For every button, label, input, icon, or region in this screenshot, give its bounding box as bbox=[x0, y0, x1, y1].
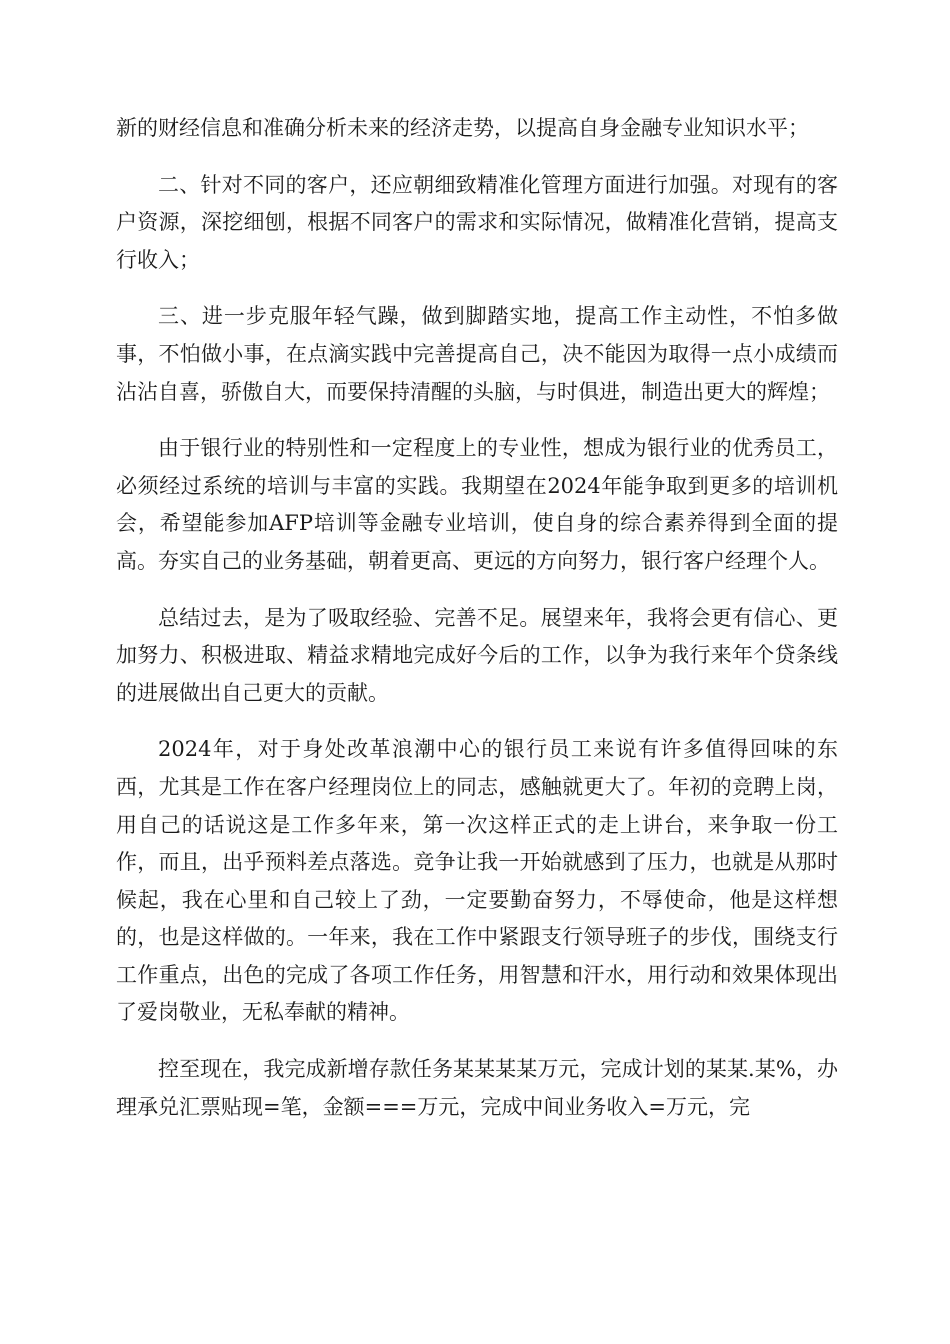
paragraph-3: 三、进一步克服年轻气躁，做到脚踏实地，提高工作主动性，不怕多做事，不怕做小事，在点滴实践中完善提高自己，决不能因为取得一点小成绩而沾沾自喜，骄傲自大，而要保持清醒的头脑，与时俱进，制造出更大的辉煌； bbox=[116, 304, 838, 404]
paragraph-4: 由于银行业的特别性和一定程度上的专业性，想成为银行业的优秀员工，必须经过系统的培训与丰富的实践。我期望在2024年能争取到更多的培训机会，希望能参加AFP培训等金融专业培训，使自身的综合素养得到全面的提高。夯实自己的业务基础，朝着更高、更远的方向努力，银行客户经理个人。 bbox=[116, 436, 838, 573]
document-body bbox=[116, 110, 838, 1145]
paragraph-6: 2024年，对于身处改革浪潮中心的银行员工来说有许多值得回味的东西，尤其是工作在客户经理岗位上的同志，感触就更大了。年初的竞聘上岗，用自己的话说这是工作多年来，第一次这样正式的走上讲台，来争取一份工作，而且，出乎预料差点落选。竞争让我一开始就感到了压力，也就是从那时候起，我在心里和自己较上了劲，一定要勤奋努力，不辱使命，他是这样想的，也是这样做的。一年来，我在工作中紧跟支行领导班子的步伐，围绕支行工作重点，出色的完成了各项工作任务，用智慧和汗水，用行动和效果体现出了爱岗敬业，无私奉献的精神。 bbox=[116, 737, 838, 1025]
paragraph-7: 控至现在，我完成新增存款任务某某某某万元，完成计划的某某.某%，办理承兑汇票贴现=笔，金额===万元，完成中间业务收入=万元，完 bbox=[116, 1057, 838, 1119]
paragraph-2: 二、针对不同的客户，还应朝细致精准化管理方面进行加强。对现有的客户资源，深挖细刨，根据不同客户的需求和实际情况，做精准化营销，提高支行收入； bbox=[116, 172, 838, 272]
paragraph-1: 新的财经信息和准确分析未来的经济走势，以提高自身金融专业知识水平； bbox=[116, 116, 809, 140]
paragraph-5: 总结过去，是为了吸取经验、完善不足。展望来年，我将会更有信心、更加努力、积极进取、精益求精地完成好今后的工作，以争为我行来年个贷条线的进展做出自己更大的贡献。 bbox=[116, 605, 838, 705]
